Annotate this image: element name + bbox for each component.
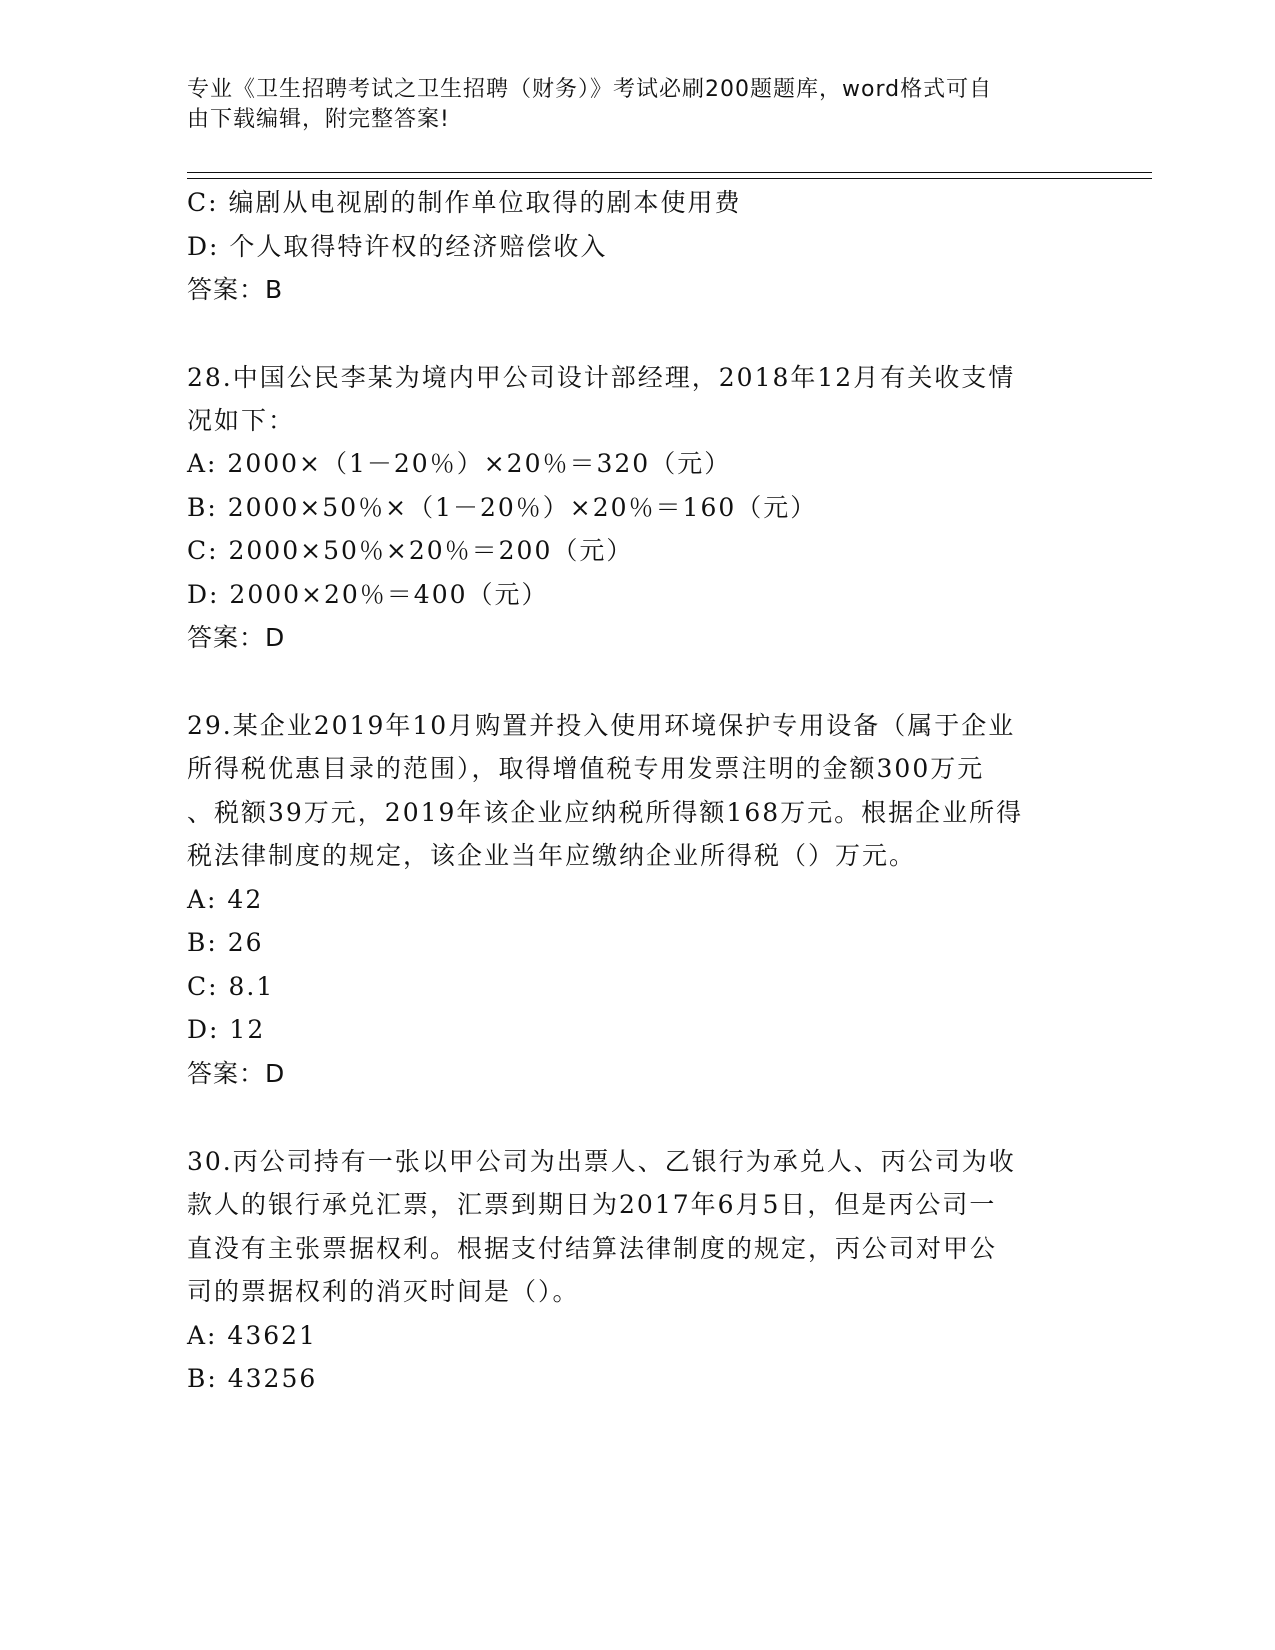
q28-answer: 答案：D xyxy=(187,623,286,652)
continued-answer: 答案：B xyxy=(187,275,284,304)
q30-stem-line-4: 司的票据权利的消灭时间是（）。 xyxy=(187,1277,580,1306)
q28-stem-line-2: 况如下： xyxy=(187,406,296,435)
continued-option-d: D: 个人取得特许权的经济赔偿收入 xyxy=(187,232,608,261)
q28-option-b: B: 2000×50％×（1－20％）×20％＝160（元） xyxy=(187,493,818,522)
q29-stem-line-1: 29.某企业2019年10月购置并投入使用环境保护专用设备（属于企业 xyxy=(187,711,1016,740)
q28-option-c: C: 2000×50％×20％＝200（元） xyxy=(187,536,634,565)
header-divider-bottom xyxy=(187,178,1152,179)
header-line-2: 由下载编辑，附完整答案! xyxy=(187,107,450,132)
header-line-1: 专业《卫生招聘考试之卫生招聘（财务）》考试必刷200题题库，word格式可自 xyxy=(187,77,993,102)
q30-stem-line-3: 直没有主张票据权利。根据支付结算法律制度的规定，丙公司对甲公 xyxy=(187,1234,998,1263)
q30-option-a: A: 43621 xyxy=(187,1321,317,1350)
q30-option-b: B: 43256 xyxy=(187,1364,318,1393)
q28-option-a: A: 2000×（1－20％）×20％＝320（元） xyxy=(187,449,732,478)
q28-option-d: D: 2000×20％＝400（元） xyxy=(187,580,549,609)
q29-stem-line-2: 所得税优惠目录的范围），取得增值税专用发票注明的金额300万元 xyxy=(187,754,985,783)
q29-stem-line-4: 税法律制度的规定，该企业当年应缴纳企业所得税（）万元。 xyxy=(187,841,917,870)
q29-option-b: B: 26 xyxy=(187,928,264,957)
q29-stem-line-3: 、税额39万元，2019年该企业应纳税所得额168万元。根据企业所得 xyxy=(187,798,1024,827)
q29-answer: 答案：D xyxy=(187,1059,286,1088)
continued-option-c: C: 编剧从电视剧的制作单位取得的剧本使用费 xyxy=(187,188,742,217)
q28-stem-line-1: 28.中国公民李某为境内甲公司设计部经理，2018年12月有关收支情 xyxy=(187,363,1016,392)
q29-option-c: C: 8.1 xyxy=(187,972,275,1001)
document-header xyxy=(187,75,1087,135)
header-divider-top xyxy=(187,172,1152,173)
q29-option-d: D: 12 xyxy=(187,1015,266,1044)
q29-option-a: A: 42 xyxy=(187,885,264,914)
q30-stem-line-2: 款人的银行承兑汇票，汇票到期日为2017年6月5日，但是丙公司一 xyxy=(187,1190,997,1219)
q30-stem-line-1: 30.丙公司持有一张以甲公司为出票人、乙银行为承兑人、丙公司为收 xyxy=(187,1147,1016,1176)
